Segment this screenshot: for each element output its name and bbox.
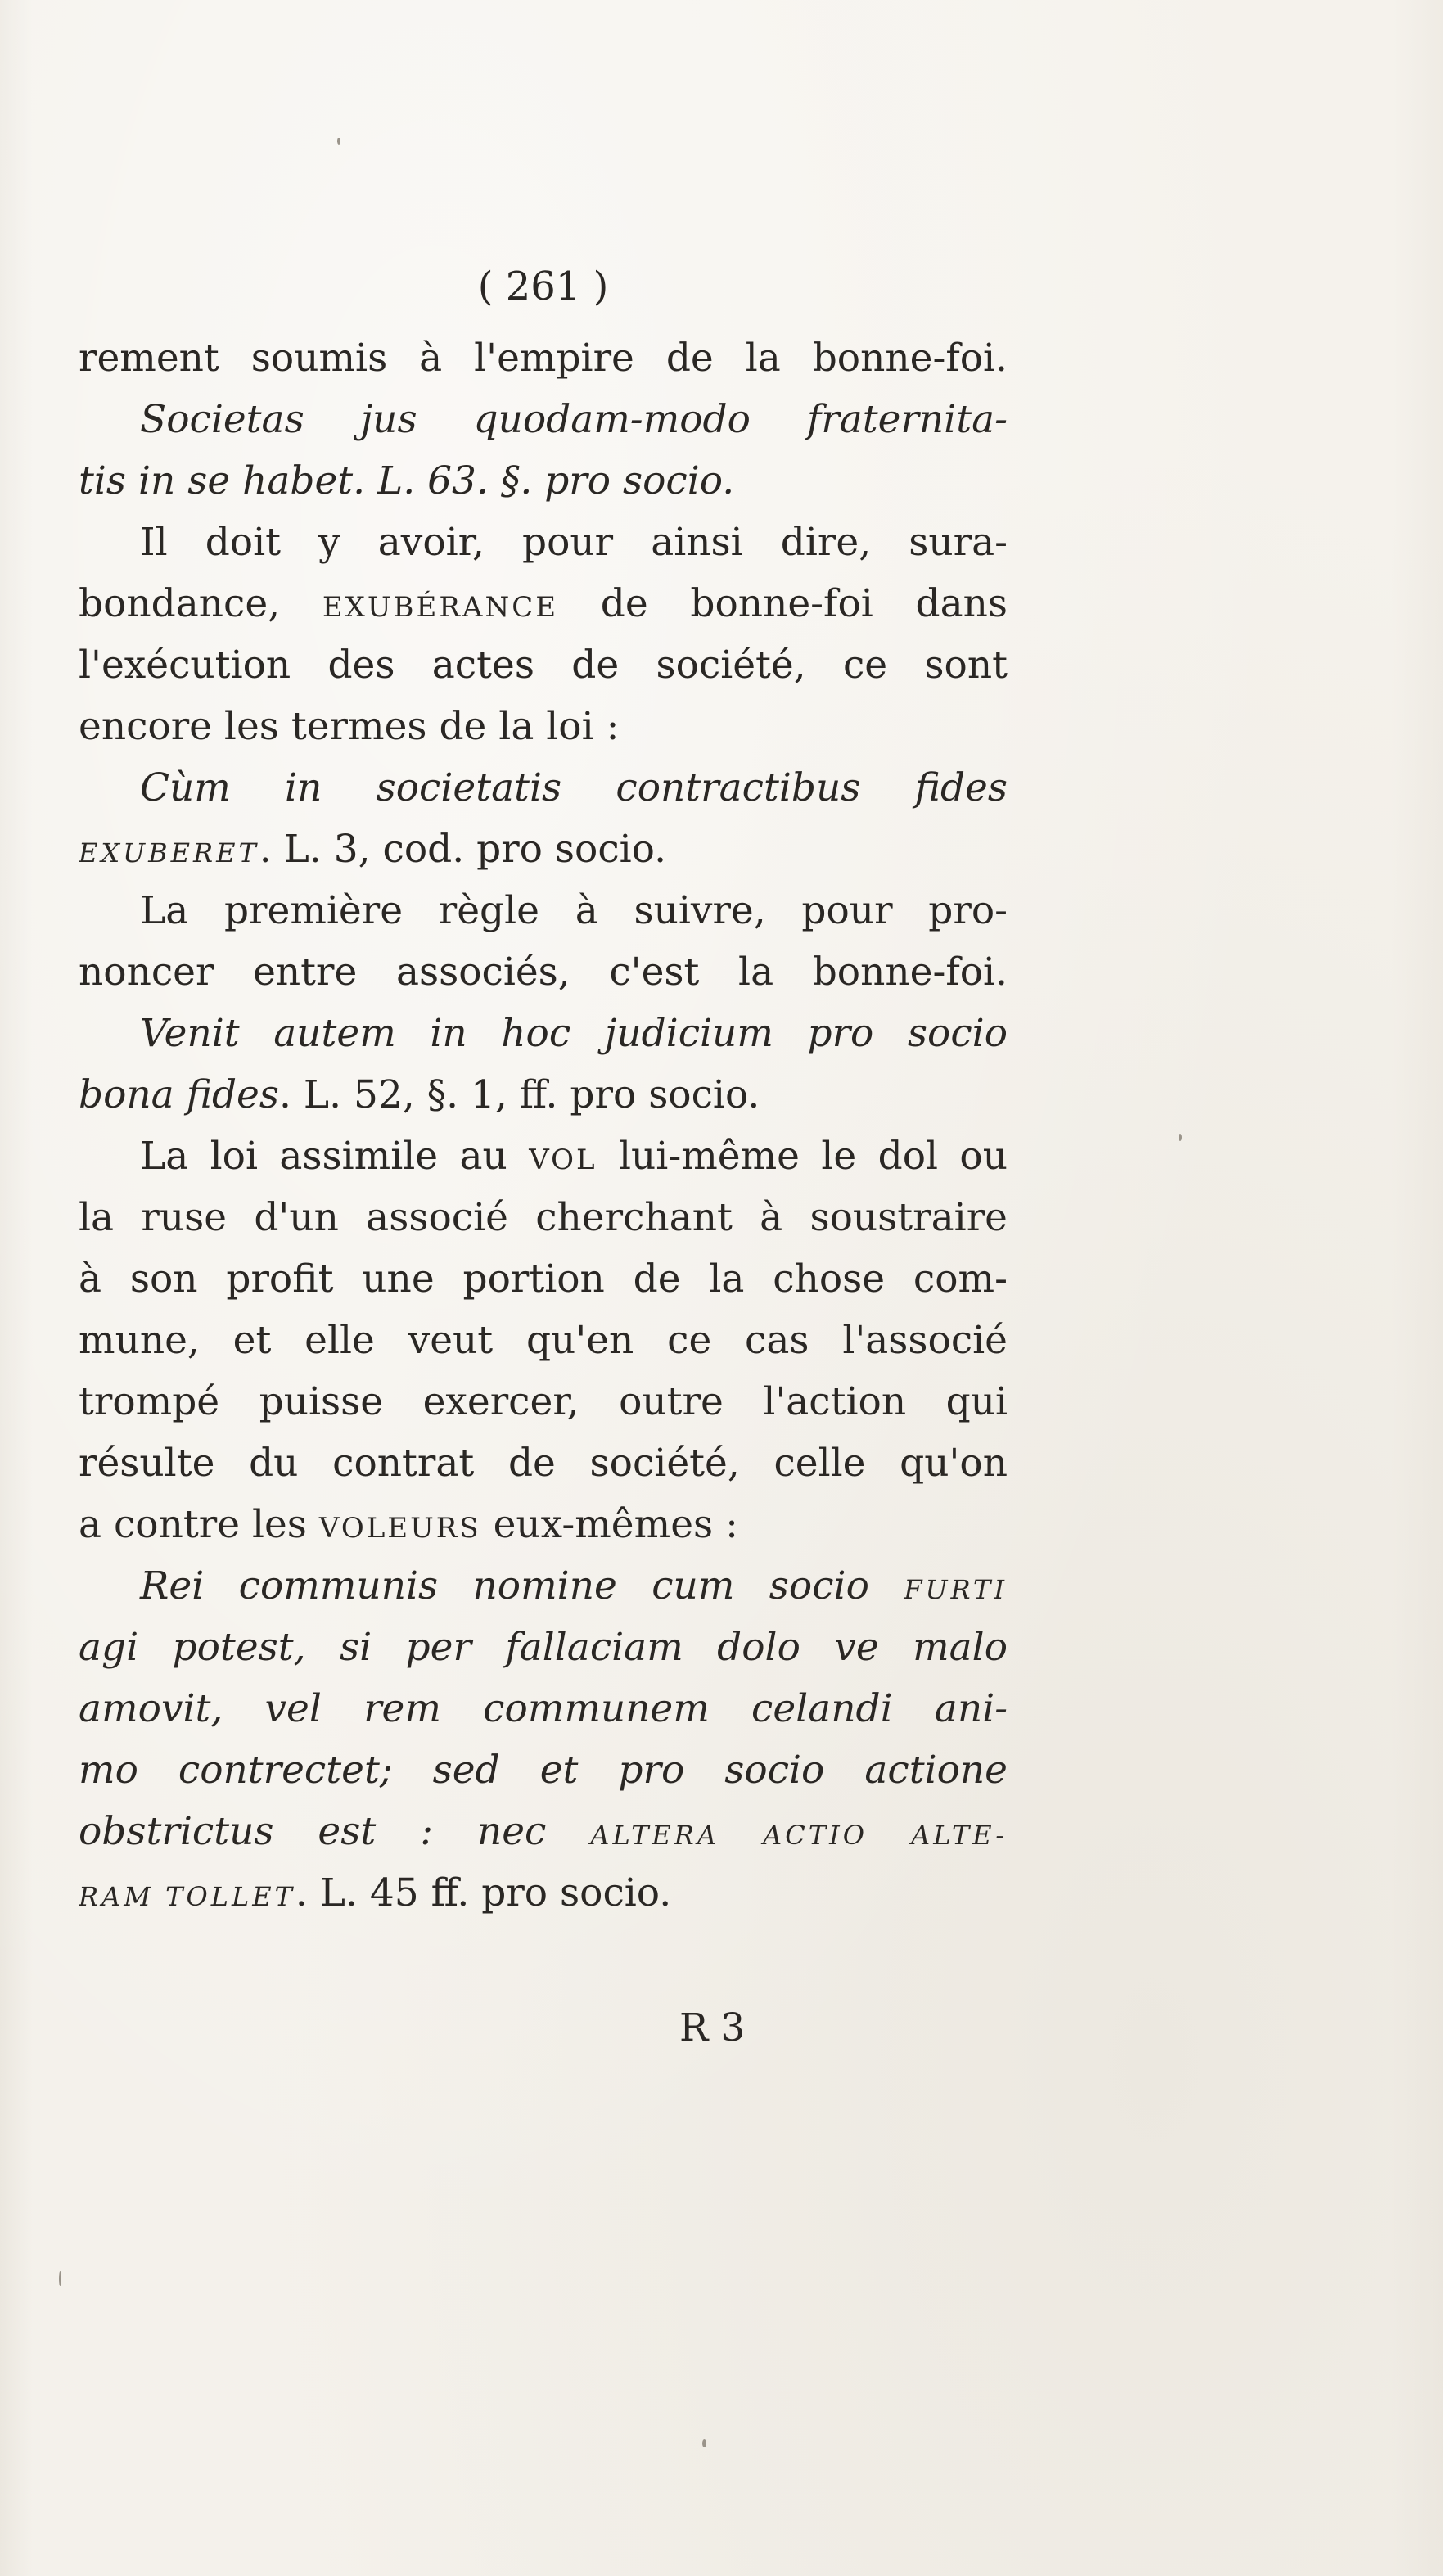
paper-speck <box>59 2271 61 2286</box>
body-text <box>79 327 1008 1924</box>
small-caps-term: VOL <box>529 1144 597 1176</box>
text-span: . L. 3, cod. pro socio. <box>259 827 667 872</box>
text-span: La loi assimile au <box>140 1134 530 1179</box>
italic-span: bona fides <box>79 1072 279 1117</box>
text-span: lui-même le dol ou <box>597 1134 1008 1179</box>
latin-quote-line: Venit autem in hoc judicium pro socio <box>140 1011 1008 1056</box>
text-line <box>79 1494 1008 1555</box>
small-caps-term: EXUBÉRANCE <box>322 591 559 624</box>
page-number: ( 261 ) <box>477 264 609 309</box>
latin-quote-line <box>79 1801 1008 1862</box>
small-caps-term: FURTI <box>904 1574 1008 1605</box>
text-line: rement soumis à l'empire de la bonne-foi. <box>79 336 1008 381</box>
text-span: bondance, <box>79 581 322 626</box>
latin-quote-line: agi potest, si per fallaciam dolo ve malo <box>79 1625 1008 1670</box>
small-caps-term: ALTERA ACTIO ALTE- <box>590 1820 1008 1851</box>
text-span: eux-mêmes : <box>480 1502 738 1547</box>
latin-quote-line: mo contrectet; sed et pro socio actione <box>79 1748 1008 1793</box>
small-caps-term: RAM TOLLET <box>79 1881 295 1912</box>
latin-quote-line <box>79 1064 1008 1126</box>
text-line: trompé puisse exercer, outre l'action qui <box>79 1379 1008 1424</box>
latin-quote-line: tis in se habet. L. 63. §. pro socio. <box>79 458 735 503</box>
latin-quote-line: Cùm in societatis contractibus fides <box>140 765 1008 810</box>
text-line: La première règle à suivre, pour pro- <box>140 888 1008 933</box>
text-line: à son profit une portion de la chose com- <box>79 1256 1008 1302</box>
signature-mark: R 3 <box>679 2005 746 2050</box>
text-span: . L. 52, §. 1, ff. pro socio. <box>278 1072 760 1117</box>
text-line <box>79 1126 1008 1187</box>
italic-span: Rei communis nomine cum socio <box>140 1563 904 1608</box>
small-caps-term: EXUBERET <box>79 837 259 868</box>
italic-span: obstrictus est : nec <box>79 1809 591 1854</box>
text-line: Il doit y avoir, pour ainsi dire, sura- <box>140 520 1008 565</box>
text-span: de bonne-foi dans <box>558 581 1008 626</box>
paper-speck <box>1179 1134 1182 1141</box>
text-line: encore les termes de la loi : <box>79 704 620 749</box>
latin-quote-line: Societas jus quodam-modo fraternita- <box>140 397 1008 442</box>
text-span: . L. 45 ff. pro socio. <box>295 1870 672 1915</box>
text-line <box>79 573 1008 634</box>
paper-speck <box>702 2439 706 2447</box>
text-line: noncer entre associés, c'est la bonne-foi. <box>79 950 1008 995</box>
latin-quote-line <box>79 1862 1008 1924</box>
text-line: la ruse d'un associé cherchant à soustraire <box>79 1195 1008 1240</box>
paper-speck <box>337 138 340 145</box>
latin-quote-line <box>79 1555 1008 1617</box>
text-line: résulte du contrat de société, celle qu'on <box>79 1441 1008 1486</box>
latin-quote-line: amovit, vel rem communem celandi ani- <box>79 1686 1008 1731</box>
latin-quote-line <box>79 819 1008 880</box>
text-line: mune, et elle veut qu'en ce cas l'associé <box>79 1318 1008 1363</box>
text-line: l'exécution des actes de société, ce sont <box>79 643 1008 688</box>
small-caps-term: VOLEURS <box>318 1512 481 1545</box>
text-span: a contre les <box>79 1502 319 1547</box>
